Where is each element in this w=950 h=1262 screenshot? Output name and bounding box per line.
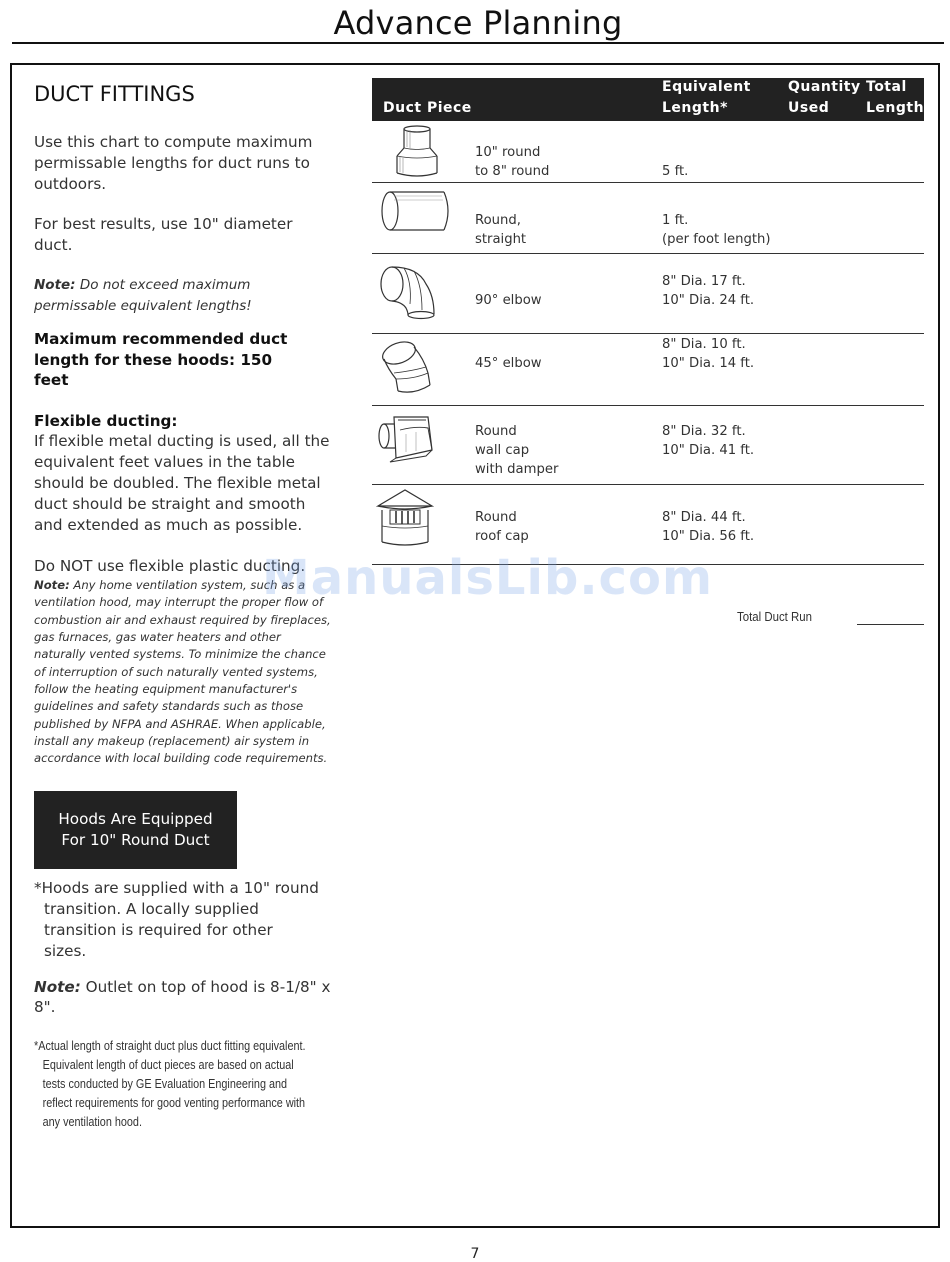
round-duct-callout bbox=[34, 791, 237, 869]
flex-text: If flexible metal ducting is used, all the equivalent feet values in the table should be doubled. The flexible metal duct should be straight and smooth and extended as much as possible. bbox=[34, 432, 330, 534]
header-duct-piece: Duct Piece bbox=[383, 100, 472, 116]
duct-fittings-table bbox=[372, 78, 924, 565]
equivalent-length: 5 ft. bbox=[662, 164, 689, 179]
header-quantity-used: Quantity Used bbox=[788, 79, 861, 116]
outlet-note bbox=[34, 977, 334, 1019]
table-row bbox=[372, 334, 924, 406]
piece-name: 90° elbow bbox=[475, 293, 542, 308]
roof-cap-icon bbox=[376, 488, 434, 550]
table-row bbox=[372, 254, 924, 334]
note-text: Do not exceed maximum permissable equivalent lengths! bbox=[34, 276, 252, 314]
reducer-icon bbox=[392, 124, 442, 178]
elbow-45-icon bbox=[380, 339, 436, 395]
equivalent-length: 8" Dia. 17 ft. 10" Dia. 24 ft. bbox=[662, 274, 755, 308]
piece-name: 45° elbow bbox=[475, 356, 542, 371]
note-label: Note: bbox=[34, 276, 76, 293]
vent-note-text: Any home ventilation system, such as a ventilation hood, may interrupt the proper flow of combustion air and exhaust required by fireplaces, gas furnaces, gas water heaters and other naturally vented systems. To minimize the chance of interruption of such naturally vented systems, follow the heating equipment manufacturer's guidelines and safety standards such as those published by NFPA and ASHRAE. When applicable, install any makeup (replacement) air system in accordance with local building code requirements. bbox=[34, 578, 331, 766]
callout-line1: Hoods Are Equipped bbox=[58, 810, 213, 829]
intro-text: Use this chart to compute maximum permissable lengths for duct runs to outdoors. bbox=[34, 133, 313, 193]
piece-name: Round, straight bbox=[475, 213, 527, 247]
total-duct-run-label: Total Duct Run bbox=[737, 609, 813, 624]
best-results-text: For best results, use 10" diameter duct. bbox=[34, 215, 293, 255]
piece-name: Round roof cap bbox=[475, 510, 529, 544]
table-header bbox=[372, 78, 924, 121]
outlet-text: Outlet on top of hood is 8-1/8" x 8". bbox=[34, 977, 331, 1017]
no-plastic-text: Do NOT use flexible plastic ducting. bbox=[34, 557, 306, 576]
piece-name: 10" round to 8" round bbox=[475, 145, 550, 179]
vent-note-label: Note: bbox=[34, 578, 70, 593]
max-length-text: Maximum recommended duct length for these hoods: 150 feet bbox=[34, 329, 288, 390]
equivalent-length: 8" Dia. 44 ft. 10" Dia. 56 ft. bbox=[662, 510, 755, 544]
header-equivalent-length: Equivalent Length* bbox=[662, 79, 751, 116]
straight-duct-icon bbox=[380, 189, 454, 233]
table-row bbox=[372, 121, 924, 183]
equivalent-length: 1 ft. (per foot length) bbox=[662, 213, 771, 247]
title-rule bbox=[12, 42, 944, 44]
total-duct-run-line bbox=[857, 624, 924, 625]
elbow-90-icon bbox=[378, 262, 440, 320]
callout-line2: For 10" Round Duct bbox=[61, 831, 210, 850]
section-heading: DUCT FITTINGS bbox=[34, 82, 195, 106]
supplied-text: *Hoods are supplied with a 10" round transition. A locally supplied transition is required for other sizes. bbox=[34, 879, 319, 960]
left-column bbox=[34, 80, 334, 1132]
page-title: Advance Planning bbox=[333, 4, 623, 42]
wall-cap-icon bbox=[376, 414, 436, 466]
equivalent-length: 8" Dia. 10 ft. 10" Dia. 14 ft. bbox=[662, 337, 755, 371]
page-number: 7 bbox=[470, 1246, 480, 1262]
table-row bbox=[372, 406, 924, 485]
equivalent-length: 8" Dia. 32 ft. 10" Dia. 41 ft. bbox=[662, 424, 755, 458]
permissible-note bbox=[34, 275, 334, 317]
watermark: ManualsLib.com bbox=[262, 550, 713, 606]
footnote: *Actual length of straight duct plus duct fitting equivalent. Equivalent length of duct pieces are based on actual tests conducted by GE Evaluation Engineering and reflect requirements for good venting performance with any ventilation hood. bbox=[34, 1039, 306, 1130]
flex-heading: Flexible ducting: bbox=[34, 411, 178, 430]
table-row bbox=[372, 183, 924, 254]
outlet-label: Note: bbox=[34, 977, 81, 996]
piece-name: Round wall cap with damper bbox=[475, 424, 559, 477]
header-total-length: Total Length bbox=[866, 79, 925, 116]
